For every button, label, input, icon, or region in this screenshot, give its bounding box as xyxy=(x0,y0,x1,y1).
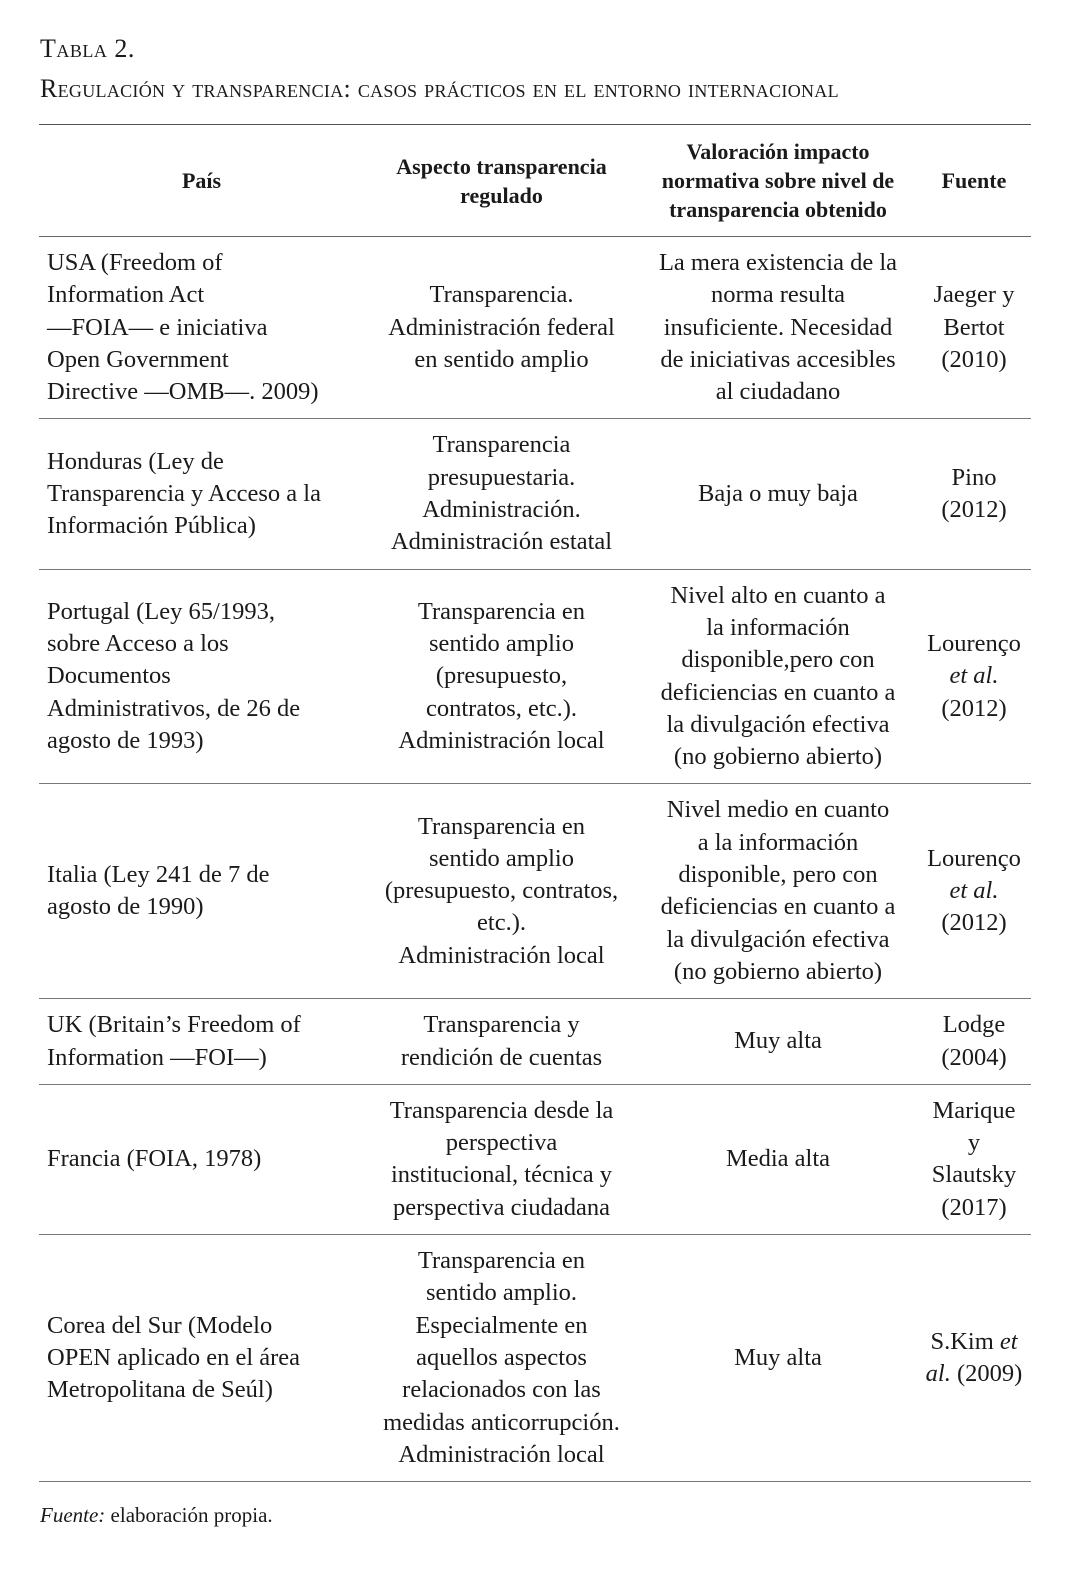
cell-aspecto: Transparencia en sentido amplio. Especialmente en aquellos aspectos relacionados con las medidas anticorrupción. Administración local xyxy=(383,1247,620,1468)
cell-fuente: Jaeger y Bertot (2010) xyxy=(933,281,1015,373)
cell-aspecto: Transparencia presupuestaria. Administración. Administración estatal xyxy=(390,431,613,556)
cell-valoracion: Nivel alto en cuanto a la información disponible,pero con deficiencias en cuanto a la divulgación efectiva (no gobierno abierto) xyxy=(660,581,896,771)
header-fuente: Fuente xyxy=(941,168,1007,193)
cell-valoracion: La mera existencia de la norma resulta insuficiente. Necesidad de iniciativas accesibles al ciudadano xyxy=(658,249,898,406)
cell-pais: Portugal (Ley 65/1993, sobre Acceso a los Documentos Administrativos, de 26 de agosto de 1993) xyxy=(47,597,301,754)
table-number: Tabla 2. xyxy=(40,34,135,63)
source-note xyxy=(40,1503,273,1528)
table-header-row xyxy=(39,125,1031,237)
header-aspecto: Aspecto transparencia regulado xyxy=(396,153,607,208)
cell-pais: Corea del Sur (Modelo OPEN aplicado en el área Metropolitana de Seúl) xyxy=(47,1311,301,1404)
cell-valoracion: Baja o muy baja xyxy=(698,479,858,507)
table-row xyxy=(39,784,1031,999)
cell-aspecto: Transparencia. Administración federal en sentido amplio xyxy=(388,281,615,373)
cell-fuente: Lodge (2004) xyxy=(941,1011,1007,1071)
source-note-text: elaboración propia. xyxy=(105,1503,273,1527)
cell-pais: USA (Freedom of Information Act —FOIA— e iniciativa Open Government Directive —OMB—. 2009) xyxy=(47,249,319,406)
cell-aspecto: Transparencia desde la perspectiva institucional, técnica y perspectiva ciudadana xyxy=(389,1096,614,1221)
cell-fuente: Lourenço et al. (2012) xyxy=(927,844,1021,937)
header-valoracion: Valoración impacto normativa sobre nivel de transparencia obtenido xyxy=(661,139,895,222)
regulation-transparency-table xyxy=(39,124,1031,1482)
cell-fuente: S.Kim et al. (2009) xyxy=(925,1327,1023,1388)
cell-pais: Italia (Ley 241 de 7 de agosto de 1990) xyxy=(47,861,270,921)
cell-fuente: Lourenço et al. (2012) xyxy=(927,630,1021,722)
table-row xyxy=(39,569,1031,784)
cell-valoracion: Media alta xyxy=(725,1145,831,1173)
cell-valoracion: Muy alta xyxy=(734,1343,822,1371)
cell-pais: Francia (FOIA, 1978) xyxy=(47,1145,262,1173)
table-row xyxy=(39,1235,1031,1482)
cell-pais: Honduras (Ley de Transparencia y Acceso a la Información Pública) xyxy=(47,447,321,540)
cell-aspecto: Transparencia y rendición de cuentas xyxy=(400,1011,603,1071)
table-row xyxy=(39,999,1031,1085)
cell-fuente: Marique y Slautsky (2017) xyxy=(931,1096,1017,1221)
cell-pais: UK (Britain’s Freedom of Information —FOI—) xyxy=(47,1011,301,1071)
table-row xyxy=(39,419,1031,569)
cell-aspecto: Transparencia en sentido amplio (presupuesto, contratos, etc.). Administración local xyxy=(384,812,619,969)
table-row xyxy=(39,237,1031,419)
table-caption xyxy=(40,34,839,104)
cell-fuente: Pino (2012) xyxy=(941,463,1007,524)
cell-aspecto: Transparencia en sentido amplio (presupuesto, contratos, etc.). Administración local xyxy=(398,597,605,754)
cell-valoracion: Nivel medio en cuanto a la información disponible, pero con deficiencias en cuanto a la divulgación efectiva (no gobierno abierto) xyxy=(660,796,896,985)
table-title: Regulación y transparencia: casos prácticos en el entorno internacional xyxy=(40,74,839,103)
cell-valoracion: Muy alta xyxy=(734,1027,822,1055)
header-pais: País xyxy=(181,168,222,193)
source-note-label: Fuente: xyxy=(40,1503,106,1527)
table-row xyxy=(39,1084,1031,1234)
